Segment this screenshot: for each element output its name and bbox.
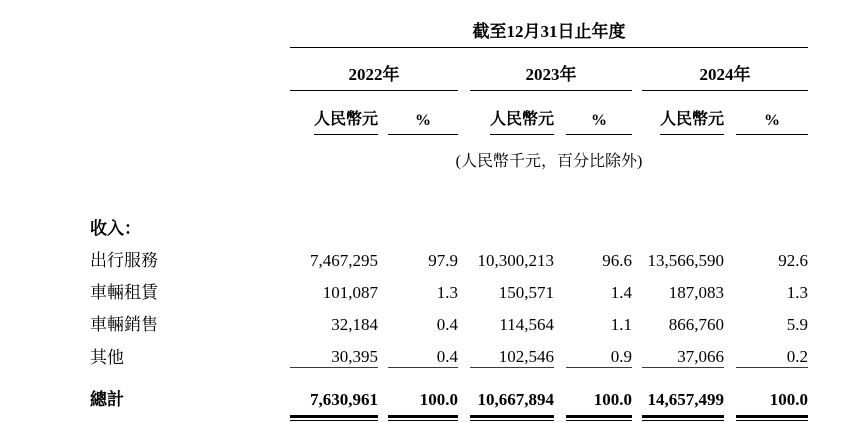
pct-cell-2022: 1.3 xyxy=(436,283,458,303)
pct-cell-2023: 1.4 xyxy=(610,283,632,303)
pct-cell-2023: 96.6 xyxy=(602,251,632,271)
table-row-others xyxy=(90,335,808,368)
row-label: 車輛銷售 xyxy=(90,315,158,335)
double-rule xyxy=(388,415,458,421)
unit-note-row xyxy=(90,135,808,174)
amount-cell-2023: 10,300,213 xyxy=(477,251,554,271)
total-pct-2023: 100.0 xyxy=(593,390,632,410)
pct-cell-2022: 0.4 xyxy=(436,315,458,335)
pct-header-2024: % xyxy=(736,91,808,135)
total-amount-2022: 7,630,961 xyxy=(310,390,378,410)
table-row-mobility-services xyxy=(90,239,808,271)
spacer-row xyxy=(90,173,808,217)
amount-cell-2023: 150,571 xyxy=(498,283,554,303)
pct-header-2022: % xyxy=(388,91,458,135)
amount-cell-2023: 102,546 xyxy=(470,335,554,368)
row-label: 其他 xyxy=(90,347,124,367)
table-row-vehicle-sales xyxy=(90,303,808,335)
amount-cell-2024: 187,083 xyxy=(668,283,724,303)
total-label: 總計 xyxy=(90,390,124,410)
total-row xyxy=(90,368,808,416)
total-amount-2023: 10,667,894 xyxy=(477,390,554,410)
section-row xyxy=(90,217,808,239)
table-row-vehicle-leasing xyxy=(90,271,808,303)
amount-cell-2022: 30,395 xyxy=(290,335,378,368)
column-header-row xyxy=(90,91,808,135)
total-double-rule-row xyxy=(90,415,808,423)
amount-cell-2024: 13,566,590 xyxy=(647,251,724,271)
unit-note: (人民幣千元，百分比除外) xyxy=(455,152,643,170)
amount-header-2024: 人民幣元 xyxy=(642,91,724,135)
row-label: 車輛租賃 xyxy=(90,283,158,303)
group-gap xyxy=(458,48,470,91)
double-rule xyxy=(470,415,554,421)
revenue-breakdown-table xyxy=(90,10,808,423)
amount-cell-2024: 37,066 xyxy=(642,335,724,368)
amount-header-2023: 人民幣元 xyxy=(470,91,554,135)
label-col-spacer xyxy=(90,10,290,48)
amount-header-2022: 人民幣元 xyxy=(290,91,378,135)
pct-cell-2024: 1.3 xyxy=(786,283,809,303)
amount-cell-2022: 101,087 xyxy=(322,283,378,303)
amount-cell-2022: 7,467,295 xyxy=(310,251,378,271)
year-header-2022: 2022年 xyxy=(290,48,458,91)
amount-cell-2022: 32,184 xyxy=(331,315,378,335)
year-header-row xyxy=(90,48,808,91)
year-header-2023: 2023年 xyxy=(470,48,632,91)
total-pct-2022: 100.0 xyxy=(419,390,458,410)
group-gap xyxy=(632,48,642,91)
section-label: 收入： xyxy=(90,219,141,239)
row-label: 出行服務 xyxy=(90,251,158,271)
period-header: 截至12月31日止年度 xyxy=(290,10,808,48)
pct-cell-2024: 92.6 xyxy=(778,251,809,271)
amount-cell-2024: 866,760 xyxy=(668,315,724,335)
pct-cell-2022: 97.9 xyxy=(428,251,458,271)
double-rule xyxy=(566,415,632,421)
pct-cell-2023: 0.9 xyxy=(566,335,632,368)
pct-cell-2024: 5.9 xyxy=(786,315,809,335)
pct-cell-2024: 0.2 xyxy=(736,335,808,368)
pct-cell-2022: 0.4 xyxy=(388,335,458,368)
double-rule xyxy=(642,415,724,421)
period-header-row xyxy=(90,10,808,48)
total-amount-2024: 14,657,499 xyxy=(647,390,724,410)
pct-header-2023: % xyxy=(566,91,632,135)
double-rule xyxy=(736,415,808,421)
amount-cell-2023: 114,564 xyxy=(499,315,554,335)
pct-cell-2023: 1.1 xyxy=(610,315,632,335)
year-header-2024: 2024年 xyxy=(642,48,808,91)
double-rule xyxy=(290,415,378,421)
total-pct-2024: 100.0 xyxy=(769,390,809,410)
